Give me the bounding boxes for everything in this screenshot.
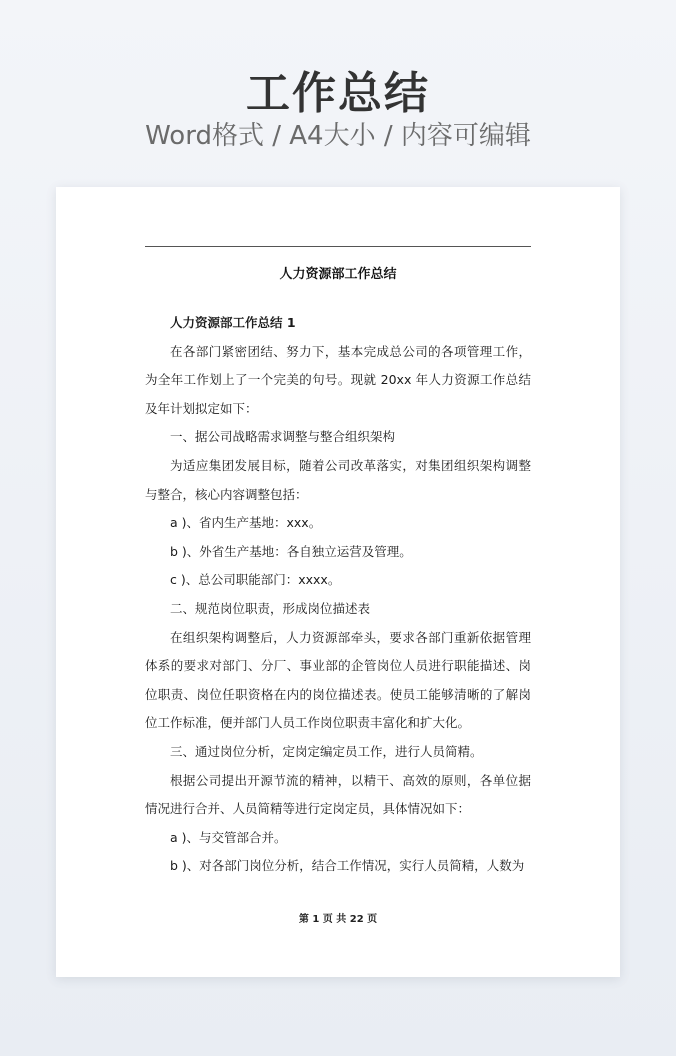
paragraph: 二、规范岗位职责，形成岗位描述表 [170, 600, 371, 616]
paragraph: a )、与交管部合并。 [170, 829, 287, 845]
document-title: 人力资源部工作总结 [279, 267, 397, 282]
banner-title: 工作总结 [246, 68, 430, 119]
paragraph: 根据公司提出开源节流的精神，以精干、高效的原则，各单位据情况进行合并、人员简精等进行定岗定员，具体情况如下： [145, 772, 531, 817]
paragraph: b )、对各部门岗位分析，结合工作情况，实行人员简精，人数为 [170, 858, 525, 874]
document-page [56, 187, 620, 977]
paragraph: 在各部门紧密团结、努力下，基本完成总公司的各项管理工作，为全年工作划上了一个完美的句号。现就 20xx 年人力资源工作总结及年计划拟定如下： [145, 343, 531, 416]
paragraph: 一、据公司战略需求调整与整合组织架构 [170, 429, 396, 445]
banner-subtitle: Word格式 / A4大小 / 内容可编辑 [145, 121, 531, 151]
page-number-footer: 第 1 页 共 22 页 [298, 914, 378, 925]
section-heading: 人力资源部工作总结 1 [170, 315, 296, 330]
paragraph: c )、总公司职能部门：xxxx。 [170, 572, 341, 588]
header-rule [145, 246, 531, 247]
paragraph: 在组织架构调整后，人力资源部牵头，要求各部门重新依据管理体系的要求对部门、分厂、事业部的企管岗位人员进行职能描述、岗位职责、岗位任职资格在内的岗位描述表。使员工能够清晰的了解岗位工作标准，便并部门人员工作岗位职责丰富化和扩大化。 [145, 629, 531, 731]
paragraph: 为适应集团发展目标，随着公司改革落实，对集团组织架构调整与整合，核心内容调整包括： [145, 457, 531, 502]
document-body [145, 309, 531, 881]
paragraph: 三、通过岗位分析，定岗定编定员工作，进行人员简精。 [170, 743, 483, 759]
paragraph: b )、外省生产基地：各自独立运营及管理。 [170, 543, 412, 559]
paragraph: a )、省内生产基地：xxx。 [170, 515, 322, 531]
